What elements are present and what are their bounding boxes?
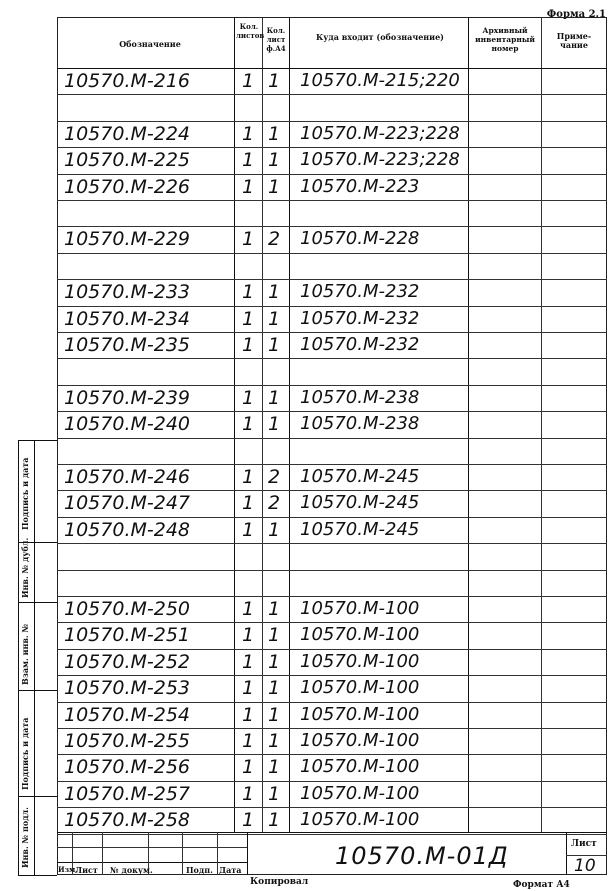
row-rule xyxy=(57,490,607,491)
row-qty-sheets: 1 xyxy=(242,149,255,172)
row-rule xyxy=(57,358,607,359)
side-strip-rule xyxy=(18,440,57,441)
header-where-used: Куда входит (обозначение) xyxy=(316,32,444,42)
header-note: Приме- чание xyxy=(556,31,592,50)
row-designation: 10570.М-252 xyxy=(64,650,190,673)
row-qty-a4: 1 xyxy=(268,413,281,436)
row-where-used: 10570.М-228 xyxy=(300,228,420,250)
row-where-used: 10570.М-245 xyxy=(300,492,420,514)
side-strip-rule xyxy=(18,796,57,797)
row-rule xyxy=(57,754,607,755)
row-rule xyxy=(57,411,607,412)
header-rule xyxy=(57,68,607,69)
row-rule xyxy=(57,385,607,386)
stamp-sheet-number: 10 xyxy=(574,856,596,876)
row-rule xyxy=(57,702,607,703)
row-designation: 10570.М-254 xyxy=(64,703,190,726)
row-rule xyxy=(57,121,607,122)
row-rule xyxy=(57,807,607,808)
row-qty-sheets: 1 xyxy=(242,122,255,145)
stamp-rule xyxy=(57,862,247,863)
row-qty-a4: 1 xyxy=(268,386,281,409)
row-where-used: 10570.М-100 xyxy=(300,730,420,751)
header-archive: Архивный инвентарный номер xyxy=(475,26,535,53)
row-qty-sheets: 1 xyxy=(242,650,255,673)
row-qty-sheets: 1 xyxy=(242,730,255,752)
side-label-signature-date-2: Подпись и дата xyxy=(20,717,30,790)
row-rule xyxy=(57,517,607,518)
row-rule xyxy=(57,174,607,175)
row-where-used: 10570.М-100 xyxy=(300,756,420,778)
row-designation: 10570.М-256 xyxy=(64,756,190,779)
row-qty-sheets: 1 xyxy=(242,809,255,832)
row-qty-a4: 1 xyxy=(268,756,281,779)
row-rule xyxy=(57,279,607,280)
row-qty-sheets: 1 xyxy=(242,175,255,198)
row-where-used: 10570.М-232 xyxy=(300,334,420,355)
stamp-col-sheet: Лист xyxy=(75,865,98,875)
row-where-used: 10570.М-232 xyxy=(300,307,420,329)
row-where-used: 10570.М-215;220 xyxy=(300,70,460,91)
row-qty-sheets: 1 xyxy=(242,624,255,647)
row-qty-a4: 1 xyxy=(268,703,281,726)
row-where-used: 10570.М-245 xyxy=(300,466,420,487)
footer-copied: Копировал xyxy=(250,877,309,887)
row-rule xyxy=(57,94,607,95)
side-label-signature-date: Подпись и дата xyxy=(20,457,30,530)
row-qty-a4: 1 xyxy=(268,518,281,541)
stamp-rule xyxy=(57,847,247,848)
row-designation: 10570.М-233 xyxy=(64,281,190,304)
row-rule xyxy=(57,543,607,544)
row-qty-sheets: 1 xyxy=(242,413,255,436)
side-label-orig-inv: Инв. № подл. xyxy=(20,807,30,868)
row-qty-a4: 1 xyxy=(268,650,281,673)
row-qty-a4: 1 xyxy=(268,70,281,92)
side-label-replace-inv: Взам. инв. № xyxy=(20,623,30,685)
row-where-used: 10570.М-223;228 xyxy=(300,122,460,144)
stamp-col-docnum: № докум. xyxy=(110,865,153,875)
row-rule xyxy=(57,438,607,439)
row-qty-sheets: 1 xyxy=(242,307,255,330)
row-qty-a4: 1 xyxy=(268,624,281,647)
row-where-used: 10570.М-223 xyxy=(300,175,420,197)
row-designation: 10570.М-224 xyxy=(64,122,190,145)
row-designation: 10570.М-248 xyxy=(64,518,190,541)
row-where-used: 10570.М-100 xyxy=(300,677,420,699)
row-rule xyxy=(57,781,607,782)
row-qty-a4: 1 xyxy=(268,149,281,172)
row-qty-a4: 1 xyxy=(268,307,281,330)
side-strip-rule xyxy=(18,875,57,876)
header-qty-a4: Кол. лист ф.А4 xyxy=(266,26,286,53)
row-qty-sheets: 1 xyxy=(242,386,255,409)
row-where-used: 10570.М-100 xyxy=(300,598,420,619)
col-divider xyxy=(262,17,263,832)
side-label-dup-inv: Инв. № дубл. xyxy=(20,537,30,598)
row-qty-sheets: 1 xyxy=(242,518,255,541)
stamp-col xyxy=(102,832,103,875)
row-designation: 10570.М-234 xyxy=(64,307,190,330)
stamp-col xyxy=(247,832,248,875)
row-where-used: 10570.М-100 xyxy=(300,809,420,831)
row-rule xyxy=(57,226,607,227)
row-rule xyxy=(57,675,607,676)
row-designation: 10570.М-247 xyxy=(64,492,190,515)
row-qty-a4: 2 xyxy=(268,492,281,515)
stamp-sheet-label: Лист xyxy=(571,839,597,849)
row-qty-a4: 2 xyxy=(268,228,281,251)
row-qty-sheets: 1 xyxy=(242,782,255,805)
col-divider xyxy=(541,17,542,832)
row-designation: 10570.М-235 xyxy=(64,334,190,356)
row-designation: 10570.М-240 xyxy=(64,413,190,436)
row-rule xyxy=(57,596,607,597)
row-designation: 10570.М-250 xyxy=(64,598,190,620)
stamp-doc-code: 10570.М-01Д xyxy=(335,842,509,870)
row-rule xyxy=(57,570,607,571)
col-divider xyxy=(289,17,290,832)
row-rule xyxy=(57,253,607,254)
row-qty-sheets: 1 xyxy=(242,598,255,620)
row-rule xyxy=(57,649,607,650)
row-qty-a4: 2 xyxy=(268,466,281,488)
row-designation: 10570.М-225 xyxy=(64,149,190,172)
side-strip-rule xyxy=(18,602,57,603)
row-qty-sheets: 1 xyxy=(242,492,255,515)
form-label: Форма 2.1 xyxy=(546,9,606,20)
row-designation: 10570.М-239 xyxy=(64,386,190,409)
row-designation: 10570.М-253 xyxy=(64,677,190,700)
side-strip-border xyxy=(34,440,35,875)
row-designation: 10570.М-257 xyxy=(64,782,190,805)
stamp-top-rule xyxy=(57,832,607,833)
stamp-col-change: Изм. xyxy=(58,865,78,874)
row-qty-a4: 1 xyxy=(268,782,281,805)
side-strip-border xyxy=(18,440,19,875)
row-qty-a4: 1 xyxy=(268,334,281,356)
row-rule xyxy=(57,332,607,333)
row-qty-sheets: 1 xyxy=(242,756,255,779)
row-designation: 10570.М-216 xyxy=(64,70,190,92)
row-where-used: 10570.М-238 xyxy=(300,386,420,408)
row-rule xyxy=(57,306,607,307)
row-rule xyxy=(57,464,607,465)
row-qty-sheets: 1 xyxy=(242,70,255,92)
row-qty-a4: 1 xyxy=(268,677,281,700)
row-qty-sheets: 1 xyxy=(242,334,255,356)
side-strip-rule xyxy=(18,690,57,691)
row-where-used: 10570.М-232 xyxy=(300,281,420,303)
row-qty-sheets: 1 xyxy=(242,228,255,251)
row-designation: 10570.М-258 xyxy=(64,809,190,832)
stamp-col-date: Дата xyxy=(219,865,242,875)
row-qty-a4: 1 xyxy=(268,809,281,832)
row-where-used: 10570.М-100 xyxy=(300,624,420,646)
row-rule xyxy=(57,728,607,729)
row-designation: 10570.М-251 xyxy=(64,624,190,647)
row-rule xyxy=(57,834,607,835)
row-designation: 10570.М-229 xyxy=(64,228,190,251)
row-rule xyxy=(57,200,607,201)
row-rule xyxy=(57,622,607,623)
row-rule xyxy=(57,147,607,148)
stamp-col-sign: Подп. xyxy=(186,865,213,875)
col-divider xyxy=(234,17,235,832)
row-designation: 10570.М-246 xyxy=(64,466,190,488)
row-qty-sheets: 1 xyxy=(242,677,255,700)
row-designation: 10570.М-255 xyxy=(64,730,190,752)
row-designation: 10570.М-226 xyxy=(64,175,190,198)
header-designation: Обозначение xyxy=(119,39,181,49)
header-qty-sheets: Кол. листов xyxy=(236,22,265,40)
row-where-used: 10570.М-100 xyxy=(300,703,420,725)
row-where-used: 10570.М-100 xyxy=(300,782,420,804)
row-where-used: 10570.М-100 xyxy=(300,650,420,672)
footer-format: Формат А4 xyxy=(513,880,570,890)
row-qty-sheets: 1 xyxy=(242,466,255,488)
row-where-used: 10570.М-223;228 xyxy=(300,149,460,171)
row-qty-sheets: 1 xyxy=(242,281,255,304)
stamp-col xyxy=(182,832,183,875)
row-qty-a4: 1 xyxy=(268,598,281,620)
stamp-col xyxy=(566,832,567,875)
row-qty-sheets: 1 xyxy=(242,703,255,726)
stamp-col xyxy=(217,832,218,875)
row-qty-a4: 1 xyxy=(268,122,281,145)
row-where-used: 10570.М-245 xyxy=(300,518,420,540)
row-qty-a4: 1 xyxy=(268,175,281,198)
col-divider xyxy=(468,17,469,832)
row-qty-a4: 1 xyxy=(268,730,281,752)
row-qty-a4: 1 xyxy=(268,281,281,304)
row-where-used: 10570.М-238 xyxy=(300,413,420,435)
